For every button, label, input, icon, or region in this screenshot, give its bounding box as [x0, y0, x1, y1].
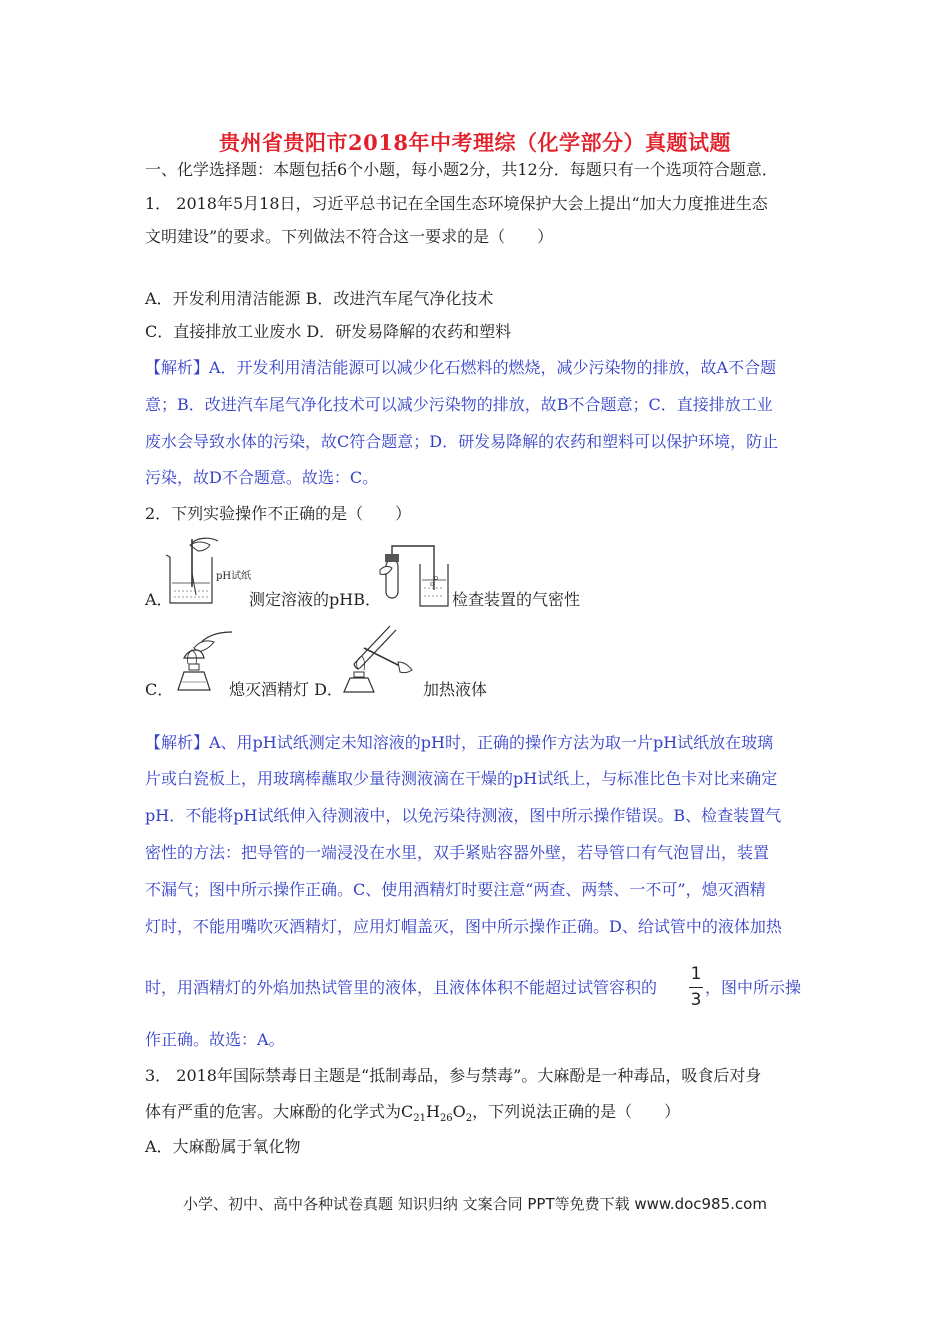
q1-stem-line1: 1． 2018年5月18日，习近平总书记在全国生态环境保护大会上提出“加大力度推进生态 — [145, 194, 768, 213]
fraction-denominator: 3 — [690, 990, 702, 1010]
fraction-numerator: 1 — [690, 964, 702, 984]
q2-option-d-text: 加热液体 — [423, 680, 488, 699]
q2-analysis-line4: 密性的方法：把导管的一端浸没在水里，双手紧贴容器外壁，若导管口有气泡冒出，装置 — [145, 843, 770, 862]
q3-stem-line2: 体有严重的危害。大麻酚的化学式为$C_{21}H_{26}O_2$，下列说法正确的是（ ） — [145, 1102, 681, 1125]
q3-option-a: A．大麻酚属于氧化物 — [145, 1137, 301, 1156]
q1-options-line1: A．开发利用清洁能源 B．改进汽车尾气净化技术 — [145, 289, 494, 308]
q2-analysis-line6: 灯时，不能用嘴吹灭酒精灯，应用灯帽盖灭，图中所示操作正确。D、给试管中的液体加热 — [145, 917, 782, 936]
q1-analysis-line4: 污染，故D不合题意。故选：C。 — [145, 468, 379, 487]
q3-stem-line1: 3． 2018年国际禁毒日主题是“抵制毒品，参与禁毒”。大麻酚是一种毒品，吸食后对身 — [145, 1066, 762, 1085]
q2-option-b-text: 检查装置的气密性 — [452, 590, 581, 609]
q2-stem: 2．下列实验操作不正确的是（ ） — [145, 504, 412, 523]
q1-analysis-line2: 意；B．改进汽车尾气净化技术可以减少污染物的排放，故B不合题意；C．直接排放工业 — [145, 395, 773, 414]
q1-stem-line2: 文明建设”的要求。下列做法不符合这一要求的是（ ） — [145, 227, 554, 246]
q2-analysis-line1: 【解析】A、用pH试纸测定未知溶液的pH时，正确的操作方法为取一片pH试纸放在玻璃 — [145, 733, 774, 752]
q2-option-a-text: 测定溶液的pHB． — [249, 590, 381, 609]
q1-analysis-line3: 废水会导致水体的污染，故C符合题意；D．研发易降解的农药和塑料可以保护环境，防止 — [145, 432, 779, 451]
q2-analysis-line2: 片或白瓷板上，用玻璃棒蘸取少量待测液滴在干燥的pH试纸上，与标准比色卡对比来确定 — [145, 769, 778, 788]
page-footer: 小学、初中、高中各种试卷真题 知识归纳 文案合同 PPT等免费下载 www.doc985.com — [183, 1195, 767, 1213]
ph-paper-label: pH试纸 — [216, 571, 252, 582]
q2-analysis-line7: 时，用酒精灯的外焰加热试管里的液体，且液体体积不能超过试管容积的 — [145, 978, 658, 997]
section-heading: 一、化学选择题：本题包括6个小题，每小题2分，共12分．每题只有一个选项符合题意． — [145, 160, 778, 179]
q2-option-c-letter: C． — [145, 680, 174, 699]
q1-analysis-line1: 【解析】A．开发利用清洁能源可以减少化石燃料的燃烧，减少污染物的排放，故A不合题 — [145, 358, 777, 377]
q2-analysis-line5: 不漏气；图中所示操作正确。C、使用酒精灯时要注意“两查、两禁、一不可”，熄灭酒精 — [145, 880, 766, 899]
q2-analysis-line3: pH．不能将pH试纸伸入待测液中，以免污染待测液，图中所示操作错误。B、检查装置气 — [145, 806, 782, 825]
fraction-bar — [689, 987, 703, 988]
q1-options-line2: C．直接排放工业废水 D．研发易降解的农药和塑料 — [145, 322, 512, 341]
q2-analysis-line8: 作正确。故选：A。 — [145, 1030, 285, 1049]
heating-liquid-figure — [340, 618, 416, 694]
q2-option-a-letter: A． — [145, 590, 173, 609]
q2-analysis-line7-end: ，图中所示操 — [705, 978, 802, 997]
q2-option-c-text: 熄灭酒精灯 D． — [229, 680, 343, 699]
airtightness-figure — [378, 538, 450, 608]
page-title: 贵州省贵阳市2018年中考理综（化学部分）真题试题 — [219, 130, 731, 155]
